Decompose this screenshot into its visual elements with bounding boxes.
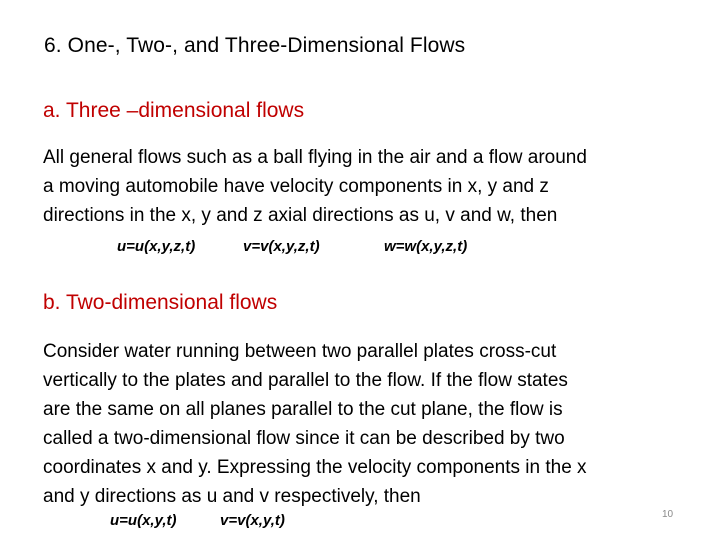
paragraph-line: called a two-dimensional flow since it can be described by two	[43, 428, 565, 449]
paragraph-line: All general flows such as a ball flying in the air and a flow around	[43, 147, 587, 168]
section-a-heading: a. Three –dimensional flows	[43, 99, 305, 122]
paragraph-line: are the same on all planes parallel to the cut plane, the flow is	[43, 399, 563, 420]
paragraph-line: a moving automobile have velocity components in x, y and z	[43, 176, 549, 197]
equation-u-2d: u=u(x,y,t)	[110, 512, 177, 529]
paragraph-line: and y directions as u and v respectively, then	[43, 486, 421, 507]
section-b-heading: b. Two-dimensional flows	[43, 291, 278, 314]
paragraph-line: directions in the x, y and z axial directions as u, v and w, then	[43, 205, 558, 226]
paragraph-line: vertically to the plates and parallel to the flow. If the flow states	[43, 370, 568, 391]
page-number: 10	[662, 509, 674, 520]
equation-v-2d: v=v(x,y,t)	[220, 512, 285, 529]
equation-w: w=w(x,y,z,t)	[384, 238, 468, 255]
paragraph-line: coordinates x and y. Expressing the velocity components in the x	[43, 457, 587, 478]
equation-u: u=u(x,y,z,t)	[117, 238, 196, 255]
equation-v: v=v(x,y,z,t)	[243, 238, 320, 255]
slide-title: 6. One-, Two-, and Three-Dimensional Flows	[44, 34, 466, 57]
section-b-paragraph	[43, 337, 688, 511]
section-a-paragraph	[43, 143, 688, 230]
paragraph-line: Consider water running between two parallel plates cross-cut	[43, 341, 557, 362]
